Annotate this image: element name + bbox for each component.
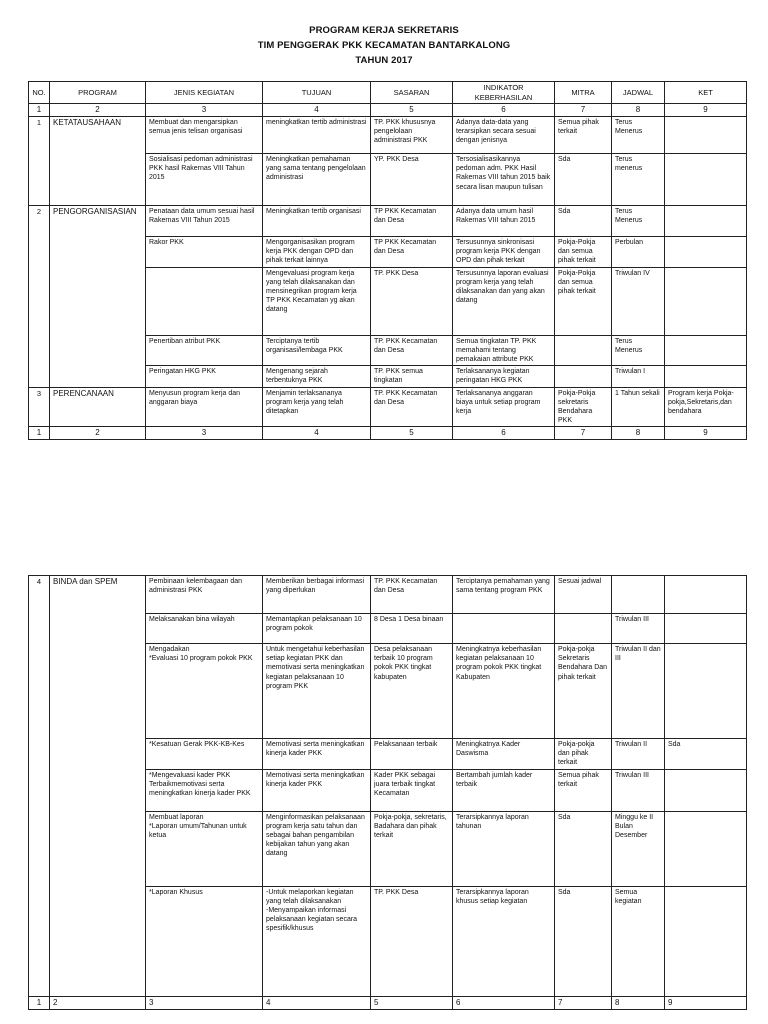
cell-sasaran: TP. PKK Desa [371,267,453,335]
cell-jadwal: Perbulan [612,237,665,268]
cell-jenis: Pembinaan kelembagaan dan administrasi PKK [146,576,263,614]
cell-tujuan: Menginformasikan pelaksanaan program kerja satu tahun dan sebagai bahan pengambilan kebijakan tahun yang akan datang [263,811,371,886]
cell-sasaran: TP. PKK Kecamatan dan Desa [371,335,453,366]
cell-mitra [555,614,612,644]
cell-jenis: Penertiban atribut PKK [146,335,263,366]
cell-tujuan: Memotivasi serta meningkatkan kinerja kader PKK [263,739,371,770]
cell-ket [665,117,747,154]
cell-jenis: *Laporan Khusus [146,886,263,996]
cell-sasaran: Desa pelaksanaan terbaik 10 program pokok PKK tingkat kabupaten [371,644,453,739]
column-number: 4 [263,104,371,117]
cell-indikator: Tersusunnya laporan evaluasi program kerja yang telah dilaksanakan dan yang akan datang [453,267,555,335]
cell-sasaran: TP. PKK Kecamatan dan Desa [371,387,453,427]
column-number: 9 [665,427,747,440]
header-cell: TUJUAN [263,82,371,104]
column-number: 1 [29,104,50,117]
cell-jadwal: Terus menerus [612,154,665,206]
cell-indikator: Bertambah jumlah kader terbaik [453,769,555,811]
cell-jenis: Mengadakan *Evaluasi 10 program pokok PKK [146,644,263,739]
cell-tujuan: Memotivasi serta meningkatkan kinerja kader PKK [263,769,371,811]
cell-mitra: Pokja-pokja dan pihak terkait [555,739,612,770]
cell-indikator: Meningkatnya Kader Daswisma [453,739,555,770]
column-number: 4 [263,427,371,440]
cell-ket: Program kerja Pokja-pokja,Sekretaris,dan bendahara [665,387,747,427]
cell-mitra: Semua pihak terkait [555,769,612,811]
cell-tujuan: Mengenang sejarah terbentuknya PKK [263,366,371,387]
cell-mitra: Sda [555,811,612,886]
header-cell: SASARAN [371,82,453,104]
cell-mitra: Pokja-pokja Sekretaris Bendahara Dan pihak terkait [555,644,612,739]
cell-jenis [146,267,263,335]
cell-tujuan: -Untuk melaporkan kegiatan yang telah dilaksanakan -Menyampaikan informasi pelaksanaan kegiatan secara spesifik/khusus [263,886,371,996]
column-number-row [29,104,747,117]
column-number: 9 [665,996,747,1009]
cell-tujuan: Menjamin terlaksananya program kerja yang telah ditetapkan [263,387,371,427]
column-number: 1 [29,996,50,1009]
cell-ket: Sda [665,739,747,770]
column-number: 2 [50,427,146,440]
program-name: KETATAUSAHAAN [50,117,146,206]
cell-mitra [555,335,612,366]
cell-sasaran: Pokja-pokja, sekretaris, Badahara dan pihak terkait [371,811,453,886]
cell-jadwal: Triwulan IV [612,267,665,335]
cell-indikator: Terarsipkannya laporan khusus setiap kegiatan [453,886,555,996]
column-number: 1 [29,427,50,440]
cell-jenis: *Mengevaluasi kader PKK Terbaikmemotivasi serta meningkatkan kinerja kader PKK [146,769,263,811]
header-row [29,82,747,104]
cell-tujuan: Meningkatkan tertib organisasi [263,206,371,237]
cell-indikator: Terciptanya pemahaman yang sama tentang program PKK [453,576,555,614]
column-number: 5 [371,427,453,440]
program-name: PERENCANAAN [50,387,146,427]
cell-jenis: Sosialisasi pedoman administrasi PKK hasil Rakernas VIII Tahun 2015 [146,154,263,206]
cell-ket [665,154,747,206]
cell-sasaran: Kader PKK sebagai juara terbaik tingkat Kecamatan [371,769,453,811]
cell-jenis: Rakor PKK [146,237,263,268]
column-number: 2 [50,104,146,117]
column-number: 5 [371,104,453,117]
column-number: 7 [555,996,612,1009]
column-number: 8 [612,427,665,440]
header-cell: MITRA [555,82,612,104]
cell-indikator: Terlaksananya kegiatan peringatan HKG PKK [453,366,555,387]
cell-sasaran: TP. PKK Kecamatan dan Desa [371,576,453,614]
cell-mitra: Sda [555,886,612,996]
cell-indikator [453,614,555,644]
column-number-row [29,427,747,440]
table-row [29,117,747,154]
cell-indikator: Adanya data-data yang terarsipkan secara sesuai dengan jenisnya [453,117,555,154]
program-number: 2 [29,206,50,388]
doc-title-line3: TAHUN 2017 [355,55,413,66]
cell-mitra: Sesuai jadwal [555,576,612,614]
column-number: 3 [146,427,263,440]
cell-jenis: Melaksanakan bina wilayah [146,614,263,644]
cell-tujuan: Untuk mengetahui keberhasilan setiap kegiatan PKK dan memotivasi serta meningkatkan kegiatan pelaksanaan 10 program PKK [263,644,371,739]
doc-title-line1: PROGRAM KERJA SEKRETARIS [309,25,459,36]
cell-ket [665,267,747,335]
cell-indikator: Semua tingkatan TP. PKK memahami tentang pemakaian attribute PKK [453,335,555,366]
column-number-row [29,996,747,1009]
header-cell: KET [665,82,747,104]
cell-mitra: Sda [555,206,612,237]
cell-tujuan: Mengorganisasikan program kerja PKK dengan OPD dan pihak terkait lainnya [263,237,371,268]
cell-jadwal: Triwulan II dan III [612,644,665,739]
column-number: 8 [612,104,665,117]
cell-ket [665,206,747,237]
cell-jenis: Membuat dan mengarsipkan semua jenis telisan organisasi [146,117,263,154]
cell-ket [665,335,747,366]
cell-jenis: Penataan data umum sesuai hasil Rakernas VIII Tahun 2015 [146,206,263,237]
program-number: 1 [29,117,50,206]
cell-jenis: Membuat laporan *Laporan umum/Tahunan untuk ketua [146,811,263,886]
cell-indikator: Terlaksananya anggaran biaya untuk setiap program kerja [453,387,555,427]
column-number: 2 [50,996,146,1009]
cell-sasaran: TP PKK Kecamatan dan Desa [371,237,453,268]
cell-jadwal: 1 Tahun sekali [612,387,665,427]
program-name: BINDA dan SPEM [50,576,146,997]
cell-jadwal [612,576,665,614]
cell-indikator: Terarsipkannya laporan tahunan [453,811,555,886]
cell-tujuan: Memantapkan pelaksanaan 10 program pokok [263,614,371,644]
column-number: 8 [612,996,665,1009]
column-number: 3 [146,104,263,117]
cell-jenis: *Kesatuan Gerak PKK-KB-Kes [146,739,263,770]
cell-mitra: Pokja-Pokja sekretaris Bendahara PKK [555,387,612,427]
cell-mitra: Pokja-Pokja dan semua pihak terkait [555,237,612,268]
table-row [29,387,747,427]
cell-indikator: Meningkatnya keberhasilan kegiatan pelaksanaan 10 program pokok PKK tingkat Kabupaten [453,644,555,739]
table-row [29,576,747,614]
program-number: 3 [29,387,50,427]
cell-mitra: Semua pihak terkait [555,117,612,154]
cell-jadwal: Terus Menerus [612,117,665,154]
header-cell: INDIKATOR KEBERHASILAN [453,82,555,104]
cell-jadwal: Terus Menerus [612,206,665,237]
cell-sasaran: TP. PKK semua tingkatan [371,366,453,387]
cell-ket [665,769,747,811]
cell-tujuan: Meningkatkan pemahaman yang sama tentang pengelolaan administrasi [263,154,371,206]
cell-jadwal: Triwulan II [612,739,665,770]
cell-ket [665,644,747,739]
cell-sasaran: 8 Desa 1 Desa binaan [371,614,453,644]
cell-ket [665,366,747,387]
cell-jadwal: Triwulan III [612,769,665,811]
cell-jenis: Menyusun program kerja dan anggaran biaya [146,387,263,427]
cell-ket [665,811,747,886]
column-number: 7 [555,427,612,440]
cell-sasaran: YP. PKK Desa [371,154,453,206]
column-number: 6 [453,104,555,117]
cell-jadwal: Triwulan I [612,366,665,387]
cell-sasaran: TP. PKK khususnya pengelolaan administrasi PKK [371,117,453,154]
cell-jadwal: Terus Menerus [612,335,665,366]
cell-indikator: Tersusunnya sinkronisasi program kerja PKK dengan OPD dan pihak terkait [453,237,555,268]
program-table-page1 [28,81,747,440]
cell-tujuan: meningkatkan tertib administrasi [263,117,371,154]
cell-mitra [555,366,612,387]
cell-indikator: Adanya data umum hasil Rakernas VIII tahun 2015 [453,206,555,237]
program-table-page2 [28,575,747,1010]
cell-jadwal: Semua kegiatan [612,886,665,996]
header-cell: JADWAL [612,82,665,104]
cell-jenis: Peringatan HKG PKK [146,366,263,387]
cell-jadwal: Minggu ke II Bulan Desember [612,811,665,886]
column-number: 5 [371,996,453,1009]
cell-tujuan: Mengevaluasi program kerja yang telah dilaksanakan dan mensinegrikan program kerja TP PKK Kecamatan yg akan datang [263,267,371,335]
header-cell: NO. [29,82,50,104]
cell-ket [665,886,747,996]
cell-sasaran: TP. PKK Desa [371,886,453,996]
header-cell: PROGRAM [50,82,146,104]
cell-mitra: Pokja-Pokja dan semua pihak terkait [555,267,612,335]
cell-ket [665,576,747,614]
program-name: PENGORGANISASIAN [50,206,146,388]
column-number: 3 [146,996,263,1009]
column-number: 6 [453,427,555,440]
column-number: 7 [555,104,612,117]
cell-ket [665,614,747,644]
program-number: 4 [29,576,50,997]
column-number: 4 [263,996,371,1009]
doc-title-line2: TIM PENGGERAK PKK KECAMATAN BANTARKALONG [257,40,511,51]
column-number: 6 [453,996,555,1009]
column-number: 9 [665,104,747,117]
cell-ket [665,237,747,268]
header-cell: JENIS KEGIATAN [146,82,263,104]
cell-jadwal: Triwulan III [612,614,665,644]
table-row [29,206,747,237]
cell-tujuan: Memberikan berbagai informasi yang diperlukan [263,576,371,614]
cell-mitra: Sda [555,154,612,206]
cell-sasaran: Pelaksanaan terbaik [371,739,453,770]
cell-indikator: Tersosialisasikannya pedoman adm. PKK Hasil Rakernas VIII tahun 2015 baik secara lisan maupun tulisan [453,154,555,206]
cell-sasaran: TP PKK Kecamatan dan Desa [371,206,453,237]
cell-tujuan: Terciptanya tertib organisasi/lembaga PKK [263,335,371,366]
